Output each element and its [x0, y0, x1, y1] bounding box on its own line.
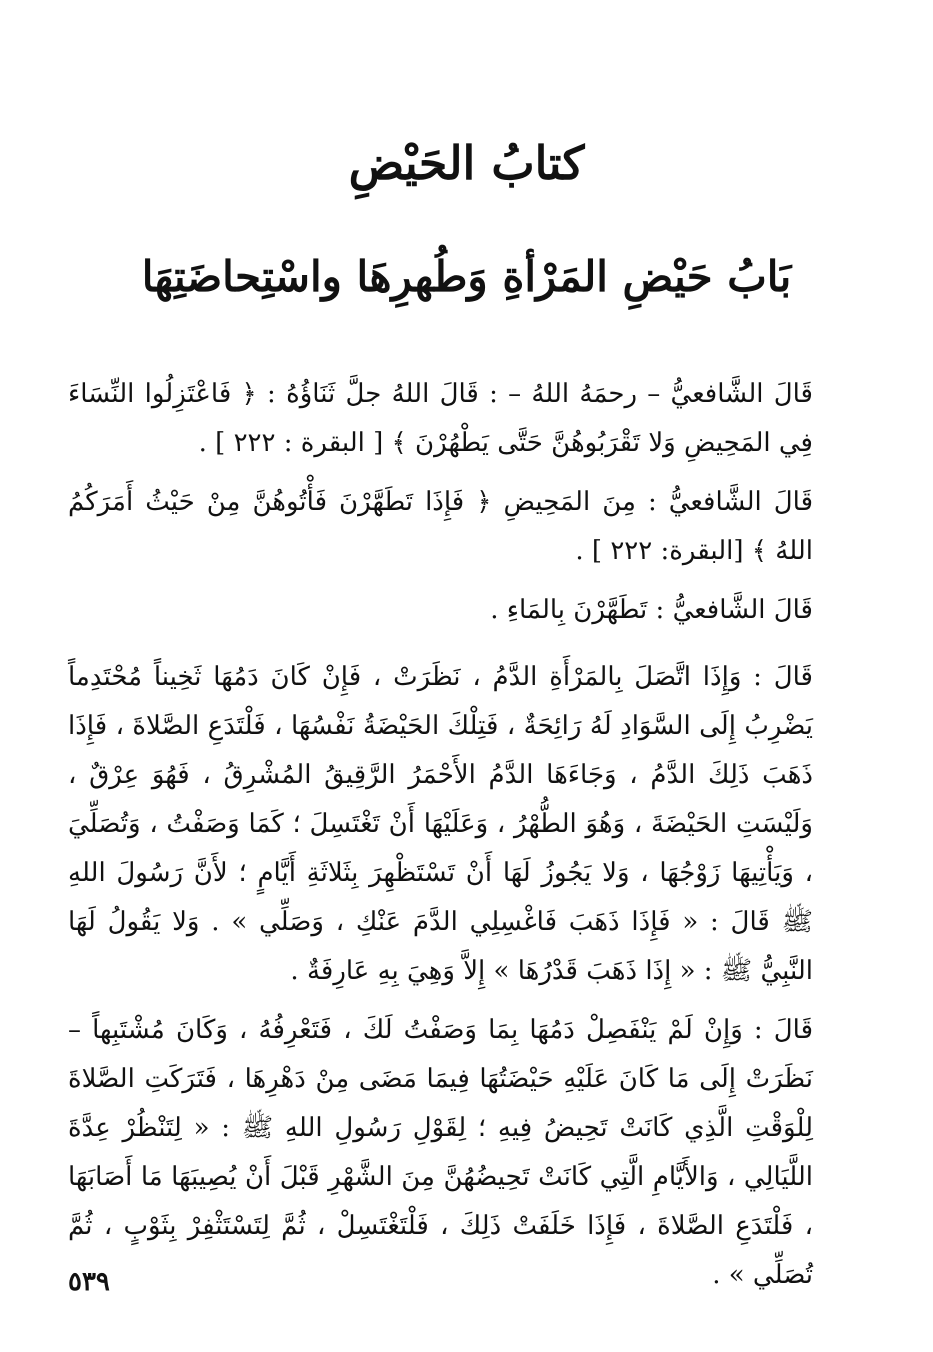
- paragraph-1: قَالَ الشَّافعيُّ – رحمَهُ اللهُ – : قَالَ اللهُ جلَّ ثَنَاؤُهُ : ﴿ فَاعْتَزِلُوا النِّسَاءَ فِي المَحِيضِ وَلا تَقْرَبُوهُنَّ حَتَّى يَطْهُرْنَ ﴾ [ البقرة : ٢٢٢ ] .: [68, 379, 813, 458]
- paragraph-5: قَالَ : وَإِنْ لَمْ يَنْفَصِلْ دَمُهَا بِمَا وَصَفْتُ لَكَ ، فَتَعْرِفُهُ ، وَكَانَ مُشْتَبِهاً – نَظَرَتْ إِلَى مَا كَانَ عَلَيْهِ حَيْضَتُهَا فِيمَا مَضَى مِنْ دَهْرِهَا ، فَتَرَكَتِ الصَّلاةَ لِلْوَقْتِ الَّذِي كَانَتْ تَحِيضُ فِيهِ ؛ لِقَوْلِ رَسُولِ اللهِ ﷺ : « لِتَنْظُرْ عِدَّةَ اللَّيَالِي ، وَالأَيَّامِ الَّتِي كَانَتْ تَحِيضُهُنَّ مِنَ الشَّهْرِ قَبْلَ أَنْ يُصِيبَهَا مَا أَصَابَهَا ، فَلْتَدَعِ الصَّلاةَ ، فَإِذَا خَلَفَتْ ذَلِكَ ، فَلْتَغْتَسِلْ ، ثُمَّ لِتَسْتَثْفِرْ بِثَوْبٍ ، ثُمَّ تُصَلِّي » .: [68, 1015, 813, 1290]
- body-text: [68, 370, 813, 1310]
- chapter-title: بَابُ حَيْضِ المَرْأةِ وَطُهرِهَا واسْتِحاضَتِهَا: [141, 252, 792, 301]
- paragraph-2: قَالَ الشَّافعيُّ : مِنَ المَحِيضِ ﴿ فَإِذَا تَطَهَّرْنَ فَأْتُوهُنَّ مِنْ حَيْثُ أَمَرَكُمُ اللهُ ﴾ [البقرة: ٢٢٢ ] .: [68, 487, 813, 566]
- book-title: كتابُ الحَيْضِ: [348, 136, 585, 190]
- paragraph-3: قَالَ الشَّافعيُّ : تَطَهَّرْنَ بِالمَاءِ .: [490, 595, 813, 625]
- paragraph-4: قَالَ : وَإِذَا اتَّصَلَ بِالمَرْأَةِ الدَّمُ ، نَظَرَتْ ، فَإِنْ كَانَ دَمُهَا ثَخِيناً مُحْتَدِماً يَضْرِبُ إِلَى السَّوَادِ لَهُ رَائِحَةٌ ، فَتِلْكَ الحَيْضَةُ نَفْسُهَا ، فَلْتَدَعِ الصَّلاةَ ، فَإِذَا ذَهَبَ ذَلِكَ الدَّمُ ، وَجَاءَهَا الدَّمُ الأَحْمَرُ الرَّقِيقُ المُشْرِقُ ، فَهُوَ عِرْقٌ ، وَلَيْسَتِ الحَيْضَةَ ، وَهُوَ الطُّهْرُ ، وَعَلَيْهَا أَنْ تَغْتَسِلَ ؛ كَمَا وَصَفْتُ ، وَتُصَلِّيَ ، وَيَأْتِيهَا زَوْجُهَا ، وَلا يَجُوزُ لَهَا أَنْ تَسْتَظْهِرَ بِثَلاثَةِ أَيَّامٍ ؛ لأَنَّ رَسُولَ اللهِ ﷺ قَالَ : « فَإِذَا ذَهَبَ فَاغْسِلِي الدَّمَ عَنْكِ ، وَصَلِّي » . وَلا يَقُولُ لَهَا النَّبِيُّ ﷺ : « إِذَا ذَهَبَ قَدْرُهَا » إِلاَّ وَهِيَ بِهِ عَارِفَةٌ .: [68, 662, 813, 986]
- page-number: ٥٣٩: [68, 1267, 110, 1297]
